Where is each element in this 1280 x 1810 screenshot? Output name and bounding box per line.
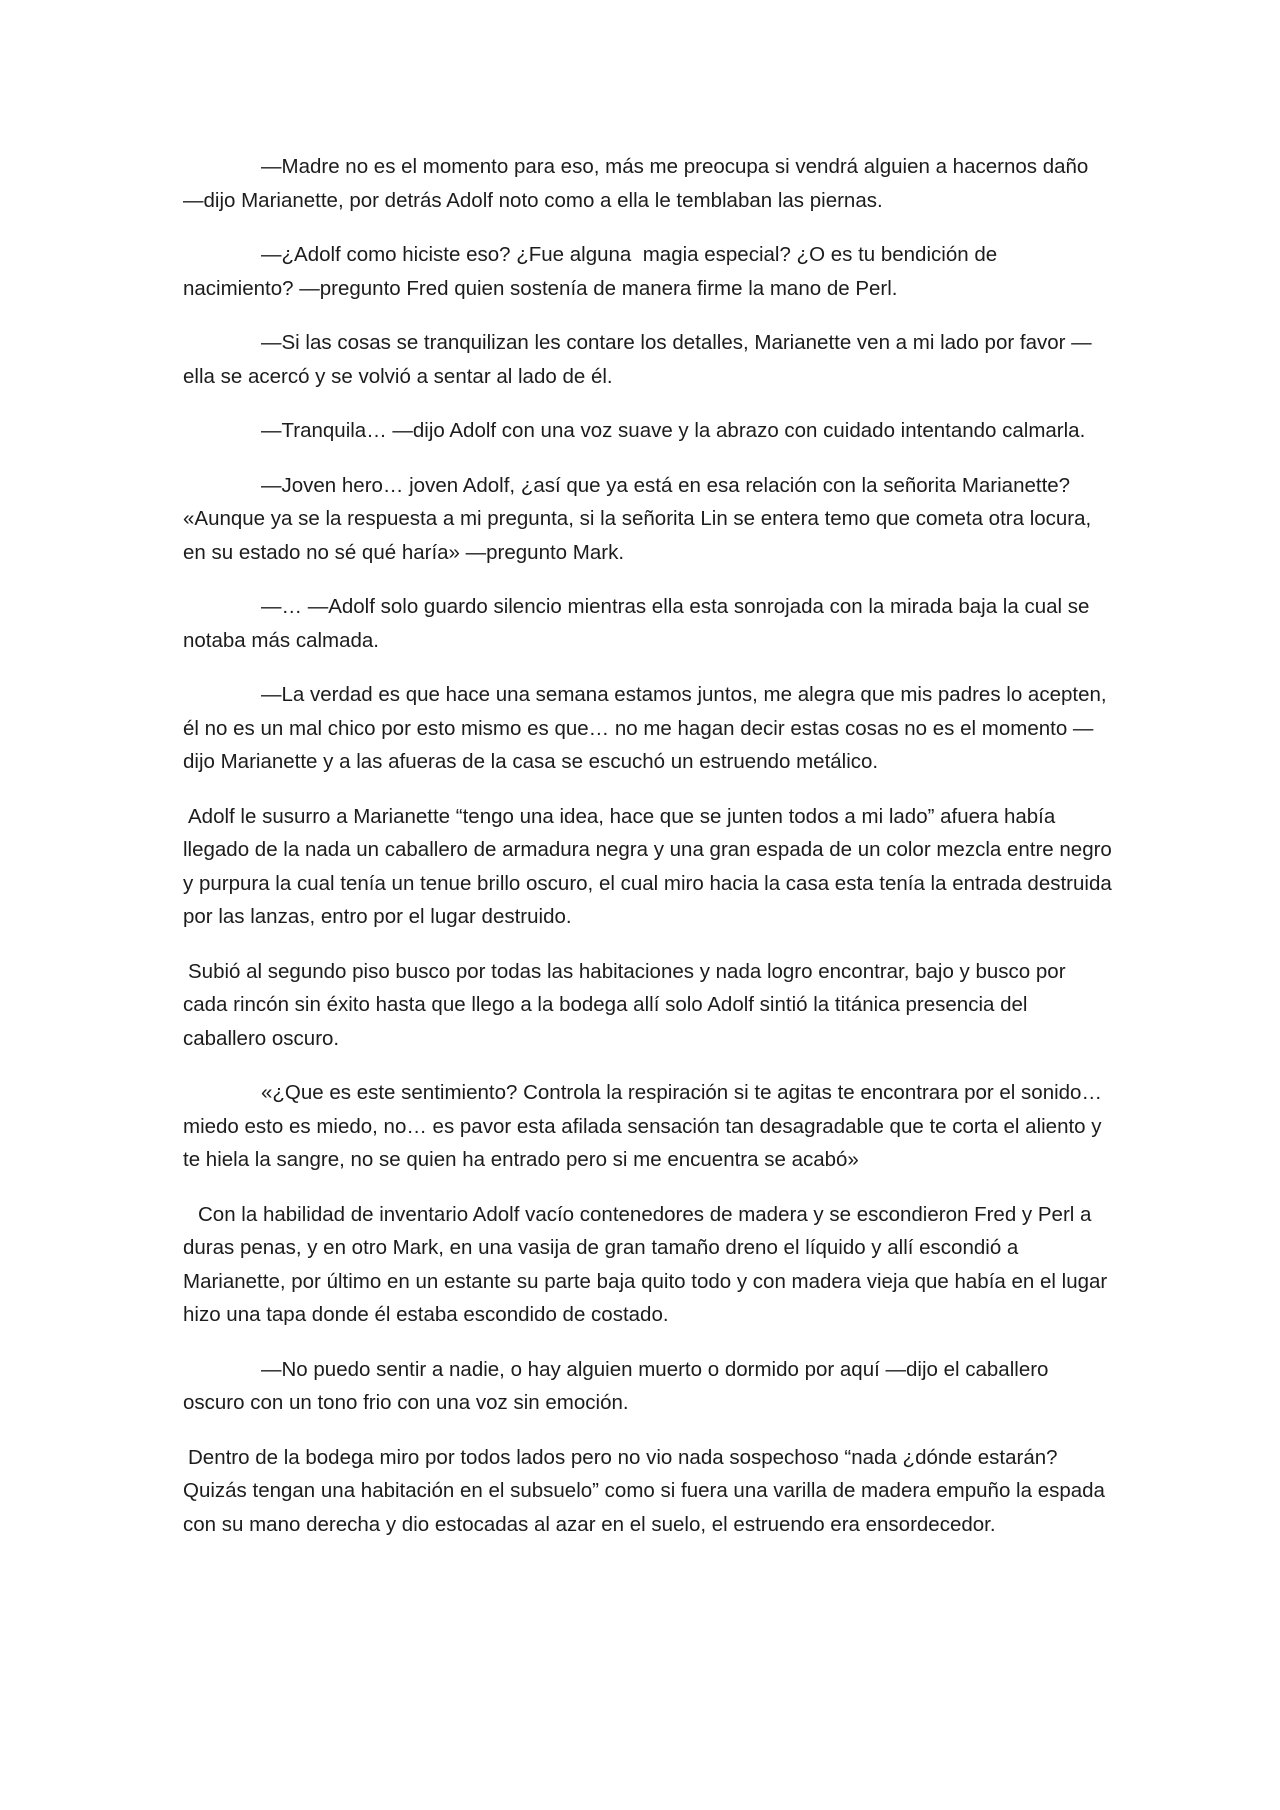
paragraph: —Si las cosas se tranquilizan les contare los detalles, Marianette ven a mi lado por favor —ella se acercó y se volvió a sentar al lado de él. bbox=[183, 331, 1092, 388]
paragraph: —La verdad es que hace una semana estamos juntos, me alegra que mis padres lo acepten, él no es un mal chico por esto mismo es que… no me hagan decir estas cosas no es el momento —dijo Marianette y a las afueras de la casa se escuchó un estruendo metálico. bbox=[183, 683, 1113, 773]
paragraph: Dentro de la bodega miro por todos lados pero no vio nada sospechoso “nada ¿dónde estarán? Quizás tengan una habitación en el subsuelo” como si fuera una varilla de madera empuño la espada con su mano derecha y dio estocadas al azar en el suelo, el estruendo era ensordecedor. bbox=[183, 1445, 1111, 1536]
paragraph: —Joven hero… joven Adolf, ¿así que ya está en esa relación con la señorita Marianette? «Aunque ya se la respuesta a mi pregunta, si la señorita Lin se entera temo que cometa otra locura, en su estado no sé qué haría» —pregunto Mark. bbox=[183, 473, 1097, 564]
paragraph: —Tranquila… —dijo Adolf con una voz suave y la abrazo con cuidado intentando calmarla. bbox=[261, 419, 1086, 442]
paragraph: —… —Adolf solo guardo silencio mientras ella esta sonrojada con la mirada baja la cual se notaba más calmada. bbox=[183, 595, 1096, 652]
paragraph: Adolf le susurro a Marianette “tengo una idea, hace que se junten todos a mi lado” afuera había llegado de la nada un caballero de armadura negra y una gran espada de un color mezcla entre negro y purpura la cual tenía un tenue brillo oscuro, el cual miro hacia la casa esta tenía la entrada destruida por las lanzas, entro por el lugar destruido. bbox=[183, 804, 1118, 928]
paragraph: —¿Adolf como hiciste eso? ¿Fue alguna magia especial? ¿O es tu bendición de nacimiento? —pregunto Fred quien sostenía de manera firme la mano de Perl. bbox=[183, 243, 1003, 300]
paragraph: Subió al segundo piso busco por todas las habitaciones y nada logro encontrar, bajo y busco por cada rincón sin éxito hasta que llego a la bodega allí solo Adolf sintió la titánica presencia del caballero oscuro. bbox=[183, 959, 1072, 1050]
paragraph: —No puedo sentir a nadie, o hay alguien muerto o dormido por aquí —dijo el caballero oscuro con un tono frio con una voz sin emoción. bbox=[183, 1357, 1055, 1414]
paragraph: Con la habilidad de inventario Adolf vacío contenedores de madera y se escondieron Fred y Perl a duras penas, y en otro Mark, en una vasija de gran tamaño dreno el líquido y allí escondió a Marianette, por último en un estante su parte baja quito todo y con madera vieja que había en el lugar hizo una tapa donde él estaba escondido de costado. bbox=[183, 1202, 1113, 1326]
document-body bbox=[183, 150, 1118, 1562]
paragraph: —Madre no es el momento para eso, más me preocupa si vendrá alguien a hacernos daño —dijo Marianette, por detrás Adolf noto como a ella le temblaban las piernas. bbox=[183, 155, 1095, 212]
paragraph: «¿Que es este sentimiento? Controla la respiración si te agitas te encontrara por el sonido… miedo esto es miedo, no… es pavor esta afilada sensación tan desagradable que te corta el aliento y te hiela la sangre, no se quien ha entrado pero si me encuentra se acabó» bbox=[183, 1081, 1108, 1171]
